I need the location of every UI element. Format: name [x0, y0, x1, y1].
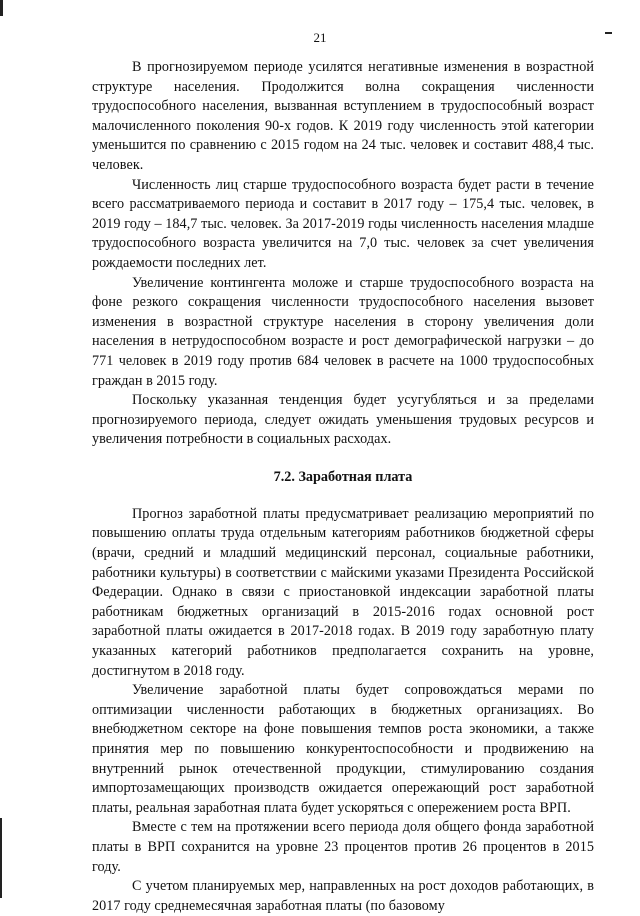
scan-mark-left-bottom — [0, 818, 2, 898]
paragraph-wage-optimization: Увеличение заработной платы будет сопровождаться мерами по оптимизации численности работающих в бюджетных организациях. Во внебюджетном секторе на фоне повышения темпов роста экономики, а также принятия мер по повышению конкурентоспособности и продвижению на внутренний рынок отечественной продукции, стимулированию создания импортозамещающих производств ожидается опережающий рост заработной платы, реальная заработная плата будет ускоряться с опережением роста ВРП. — [92, 682, 594, 816]
paragraph-labor-resources: Поскольку указанная тенденция будет усугубляться и за пределами прогнозируемого периода, следует ожидать уменьшения трудовых ресурсов и увеличения потребности в социальных расходах. — [92, 392, 594, 448]
paragraph-wage-forecast: Прогноз заработной платы предусматривает реализацию мероприятий по повышению оплаты труда отдельным категориям работников бюджетной сферы (врачи, средний и младший медицинский персонал, социальные работники, работники культуры) в соответствии с майскими указами Президента Российской Федерации. Однако в связи с приостановкой индексации заработной платы работникам бюджетных организаций в 2015-2016 годах основной рост заработной платы ожидается в 2017-2018 годах. В 2019 году заработную плату указанных категорий работников предполагается сохранить на уровне, достигнутом в 2018 году. — [92, 505, 594, 679]
paragraph-older-population: Численность лиц старше трудоспособного возраста будет расти в течение всего рассматриваемого периода и составит в 2017 году – 175,4 тыс. человек, в 2019 году – 184,7 тыс. человек. За 2017-2019 годы численность населения младше трудоспособного возраста увеличится на 7,0 тыс. человек за счет увеличения рождаемости последних лет. — [92, 176, 594, 271]
document-body — [92, 58, 594, 916]
section-heading: 7.2. Заработная плата — [273, 468, 413, 485]
paragraph-age-structure: В прогнозируемом периоде усилятся негативные изменения в возрастной структуре населения. Продолжится волна сокращения численности трудоспособного населения, вызванная вступлением в трудоспособный возраст малочисленного поколения 90-х годов. К 2019 году численность этой категории уменьшится по сравнению с 2015 годом на 24 тыс. человек и составит 488,4 тыс. человек. — [92, 59, 594, 173]
page-number: 21 — [313, 30, 327, 45]
paragraph-wage-fund-share: Вместе с тем на протяжении всего периода доля общего фонда заработной платы в ВРП сохранится на уровне 23 процентов против 26 процентов в 2015 году. — [92, 819, 594, 875]
paragraph-average-wage: С учетом планируемых мер, направленных на рост доходов работающих, в 2017 году среднемесячная заработная платы (по базовому — [92, 878, 594, 914]
scan-mark-left-top — [0, 0, 3, 16]
paragraph-demographic-load: Увеличение контингента моложе и старше трудоспособного возраста на фоне резкого сокращения численности трудоспособного населения вызовет изменения в возрастной структуре населения в сторону увеличения доли населения в нетрудоспособном возрасте и рост демографической нагрузки – до 771 человек в 2019 году против 684 человек в расчете на 1000 трудоспособных граждан в 2015 году. — [92, 274, 594, 389]
